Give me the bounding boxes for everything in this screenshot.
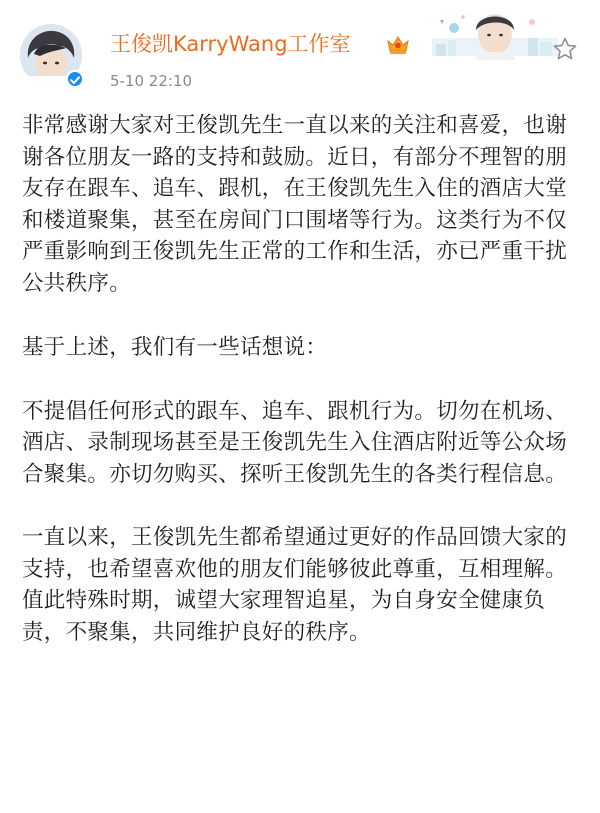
post-paragraph-1: 非常感谢大家对王俊凯先生一直以来的关注和喜爱，也谢谢各位朋友一路的支持和鼓励。近日，有部分不理智的朋友存在跟车、追车、跟机，在王俊凯先生入住的酒店大堂和楼道聚集，甚至在房间门口围堵等行为。这类行为不仅严重影响到王俊凯先生正常的工作和生活，亦已严重干扰公共秩序。 — [22, 113, 568, 296]
post-paragraph-3: 不提倡任何形式的跟车、追车、跟机行为。切勿在机场、酒店、录制现场甚至是王俊凯先生入住酒店附近等公众场合聚集。亦切勿购买、探听王俊凯先生的各类行程信息。 — [22, 398, 568, 487]
crown-member-icon[interactable] — [386, 33, 410, 55]
author-avatar-wrap[interactable] — [20, 24, 82, 86]
post-paragraph-4: 一直以来，王俊凯先生都希望通过更好的作品回馈大家的支持，也希望喜欢他的朋友们能够彼此尊重，互相理解。值此特殊时期，诚望大家理智追星，为自身安全健康负责，不聚集，共同维护良好的秩序。 — [22, 525, 568, 645]
verified-badge-icon — [66, 70, 84, 88]
post-body — [22, 110, 580, 678]
star-outline-icon[interactable] — [552, 36, 578, 62]
author-name[interactable]: 王俊凯KarryWang工作室 — [110, 32, 351, 56]
post-paragraph-2: 基于上述，我们有一些话想说： — [22, 335, 328, 360]
post-header — [0, 0, 600, 108]
post-timestamp: 5-10 22:10 — [110, 72, 193, 90]
profile-decoration-banner — [432, 8, 558, 60]
